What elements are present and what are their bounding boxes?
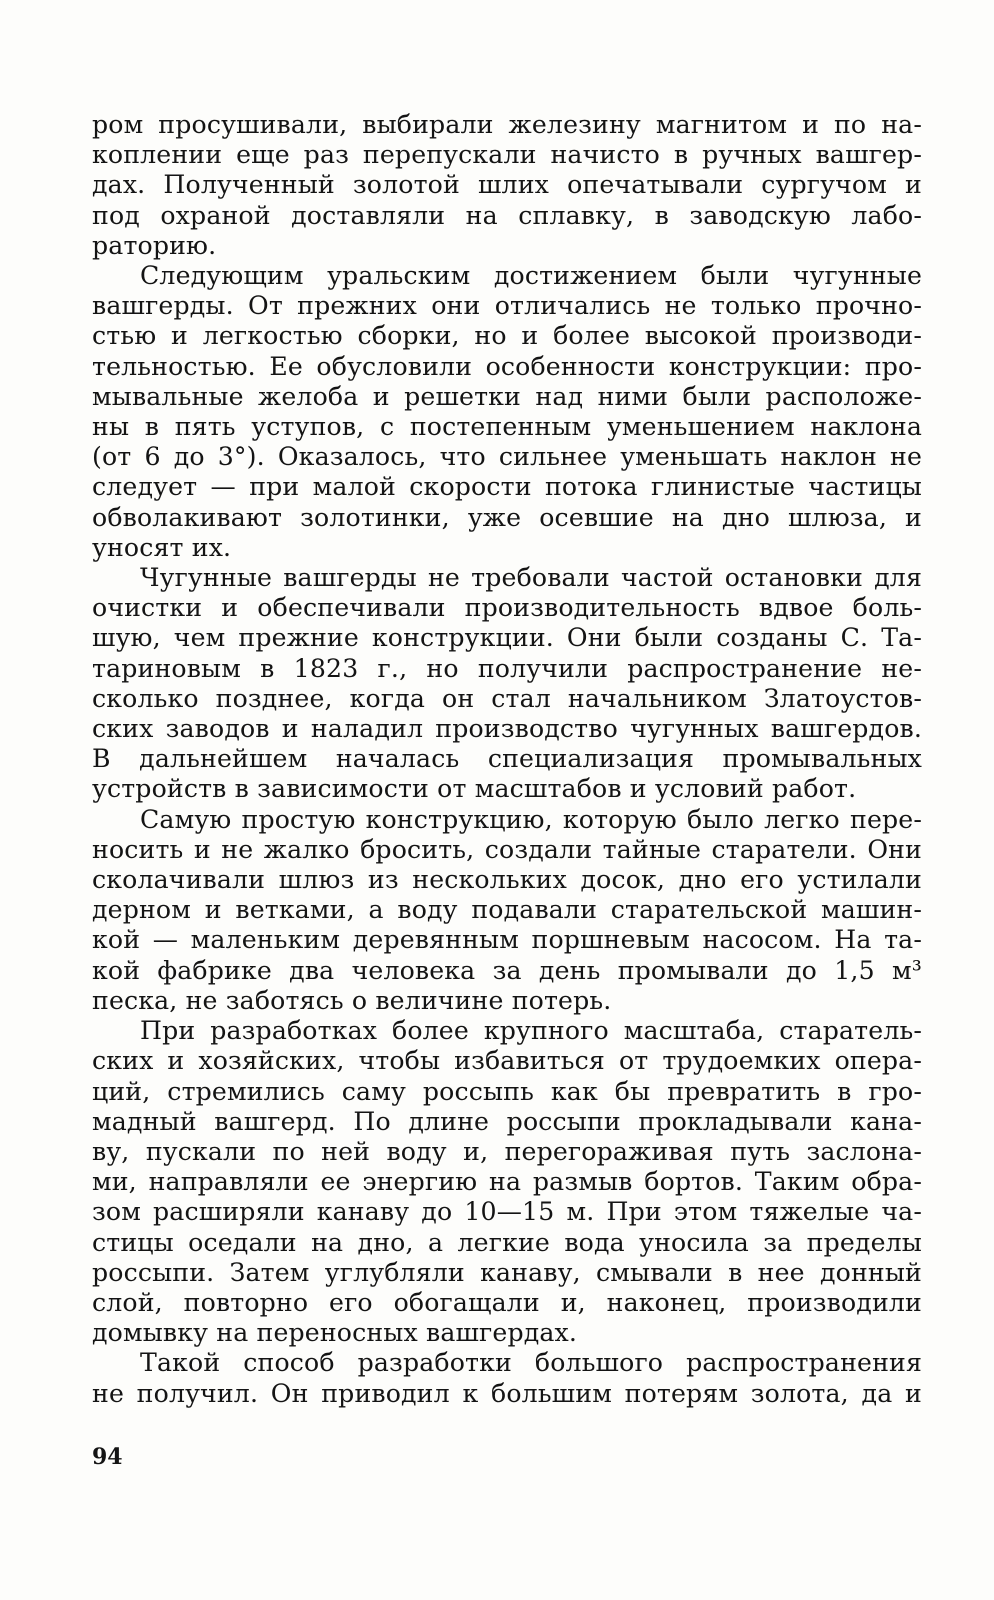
text-line: сколачивали шлюз из нескольких досок, дно его устилали	[92, 865, 922, 895]
text-line: слой, повторно его обогащали и, наконец, производили	[92, 1287, 922, 1317]
text-line: уносят их.	[92, 532, 232, 562]
text-line: не получил. Он приводил к большим потерям золота, да и	[92, 1378, 922, 1408]
text-line: дах. Полученный золотой шлих опечатывали сургучом и	[92, 170, 922, 200]
paragraph-4	[92, 805, 922, 1016]
text-line: (от 6 до 3°). Оказалось, что сильнее уменьшать наклон не	[92, 442, 922, 472]
page-number: 94	[92, 1444, 123, 1470]
paragraph-3	[92, 563, 922, 805]
paragraph-5	[92, 1016, 922, 1348]
text-line: тельностью. Ее обусловили особенности конструкции: про-	[92, 351, 922, 381]
text-line: очистки и обеспечивали производительность вдвое боль-	[92, 593, 922, 623]
text-line: стицы оседали на дно, а легкие вода уносила за пределы	[92, 1227, 922, 1257]
paragraph-2	[92, 261, 922, 563]
text-line: вашгерды. От прежних они отличались не только прочно-	[92, 291, 922, 321]
text-line: ских заводов и наладил производство чугунных вашгердов.	[92, 714, 922, 744]
text-line: При разработках более крупного масштаба, старатель-	[140, 1016, 922, 1046]
text-line: раторию.	[92, 230, 217, 260]
text-line: Следующим уральским достижением были чугунные	[140, 261, 922, 291]
text-line: устройств в зависимости от масштабов и условий работ.	[92, 774, 857, 804]
text-line: Такой способ разработки большого распространения	[140, 1348, 922, 1378]
text-line: ций, стремились саму россыпь как бы превратить в гро-	[92, 1076, 922, 1106]
text-line: под охраной доставляли на сплавку, в заводскую лабо-	[92, 200, 922, 230]
text-line: мадный вашгерд. По длине россыпи прокладывали кана-	[92, 1106, 922, 1136]
text-line: носить и не жалко бросить, создали тайные старатели. Они	[92, 834, 922, 864]
text-line: россыпи. Затем углубляли канаву, смывали в нее донный	[92, 1257, 922, 1287]
text-line: домывку на переносных вашгердах.	[92, 1318, 578, 1348]
text-line: песка, не заботясь о величине потерь.	[92, 985, 612, 1015]
text-line: шую, чем прежние конструкции. Они были созданы С. Та-	[92, 623, 922, 653]
text-line: стью и легкостью сборки, но и более высокой производи-	[92, 321, 922, 351]
body-text	[92, 110, 922, 1409]
text-line: мывальные желоба и решетки над ними были расположе-	[92, 381, 922, 411]
text-line: зом расширяли канаву до 10—15 м. При этом тяжелые ча-	[92, 1197, 922, 1227]
text-line: Самую простую конструкцию, которую было легко пере-	[140, 804, 922, 834]
text-line: ских и хозяйских, чтобы избавиться от трудоемких опера-	[92, 1046, 922, 1076]
paragraph-6	[92, 1348, 922, 1408]
text-line: В дальнейшем началась специализация промывальных	[92, 744, 922, 774]
text-line: ны в пять уступов, с постепенным уменьшением наклона	[92, 412, 922, 442]
text-line: ром просушивали, выбирали железину магнитом и по на-	[92, 110, 922, 139]
text-line: обволакивают золотинки, уже осевшие на дно шлюза, и	[92, 502, 922, 532]
text-line: сколько позднее, когда он стал начальником Златоустов-	[92, 683, 922, 713]
text-line: ву, пускали по ней воду и, перегораживая путь заслона-	[92, 1136, 922, 1166]
text-line: коплении еще раз перепускали начисто в ручных вашгер-	[92, 140, 922, 170]
text-line: следует — при малой скорости потока глинистые частицы	[92, 472, 922, 502]
text-line: дерном и ветками, а воду подавали старательской машин-	[92, 895, 922, 925]
paragraph-1	[92, 110, 922, 261]
text-line: кой фабрике два человека за день промывали до 1,5 м³	[92, 955, 922, 985]
text-line: тариновым в 1823 г., но получили распространение не-	[92, 653, 922, 683]
text-line: ми, направляли ее энергию на размыв бортов. Таким обра-	[92, 1167, 922, 1197]
text-line: Чугунные вашгерды не требовали частой остановки для	[140, 563, 922, 593]
text-line: кой — маленьким деревянным поршневым насосом. На та-	[92, 925, 922, 955]
